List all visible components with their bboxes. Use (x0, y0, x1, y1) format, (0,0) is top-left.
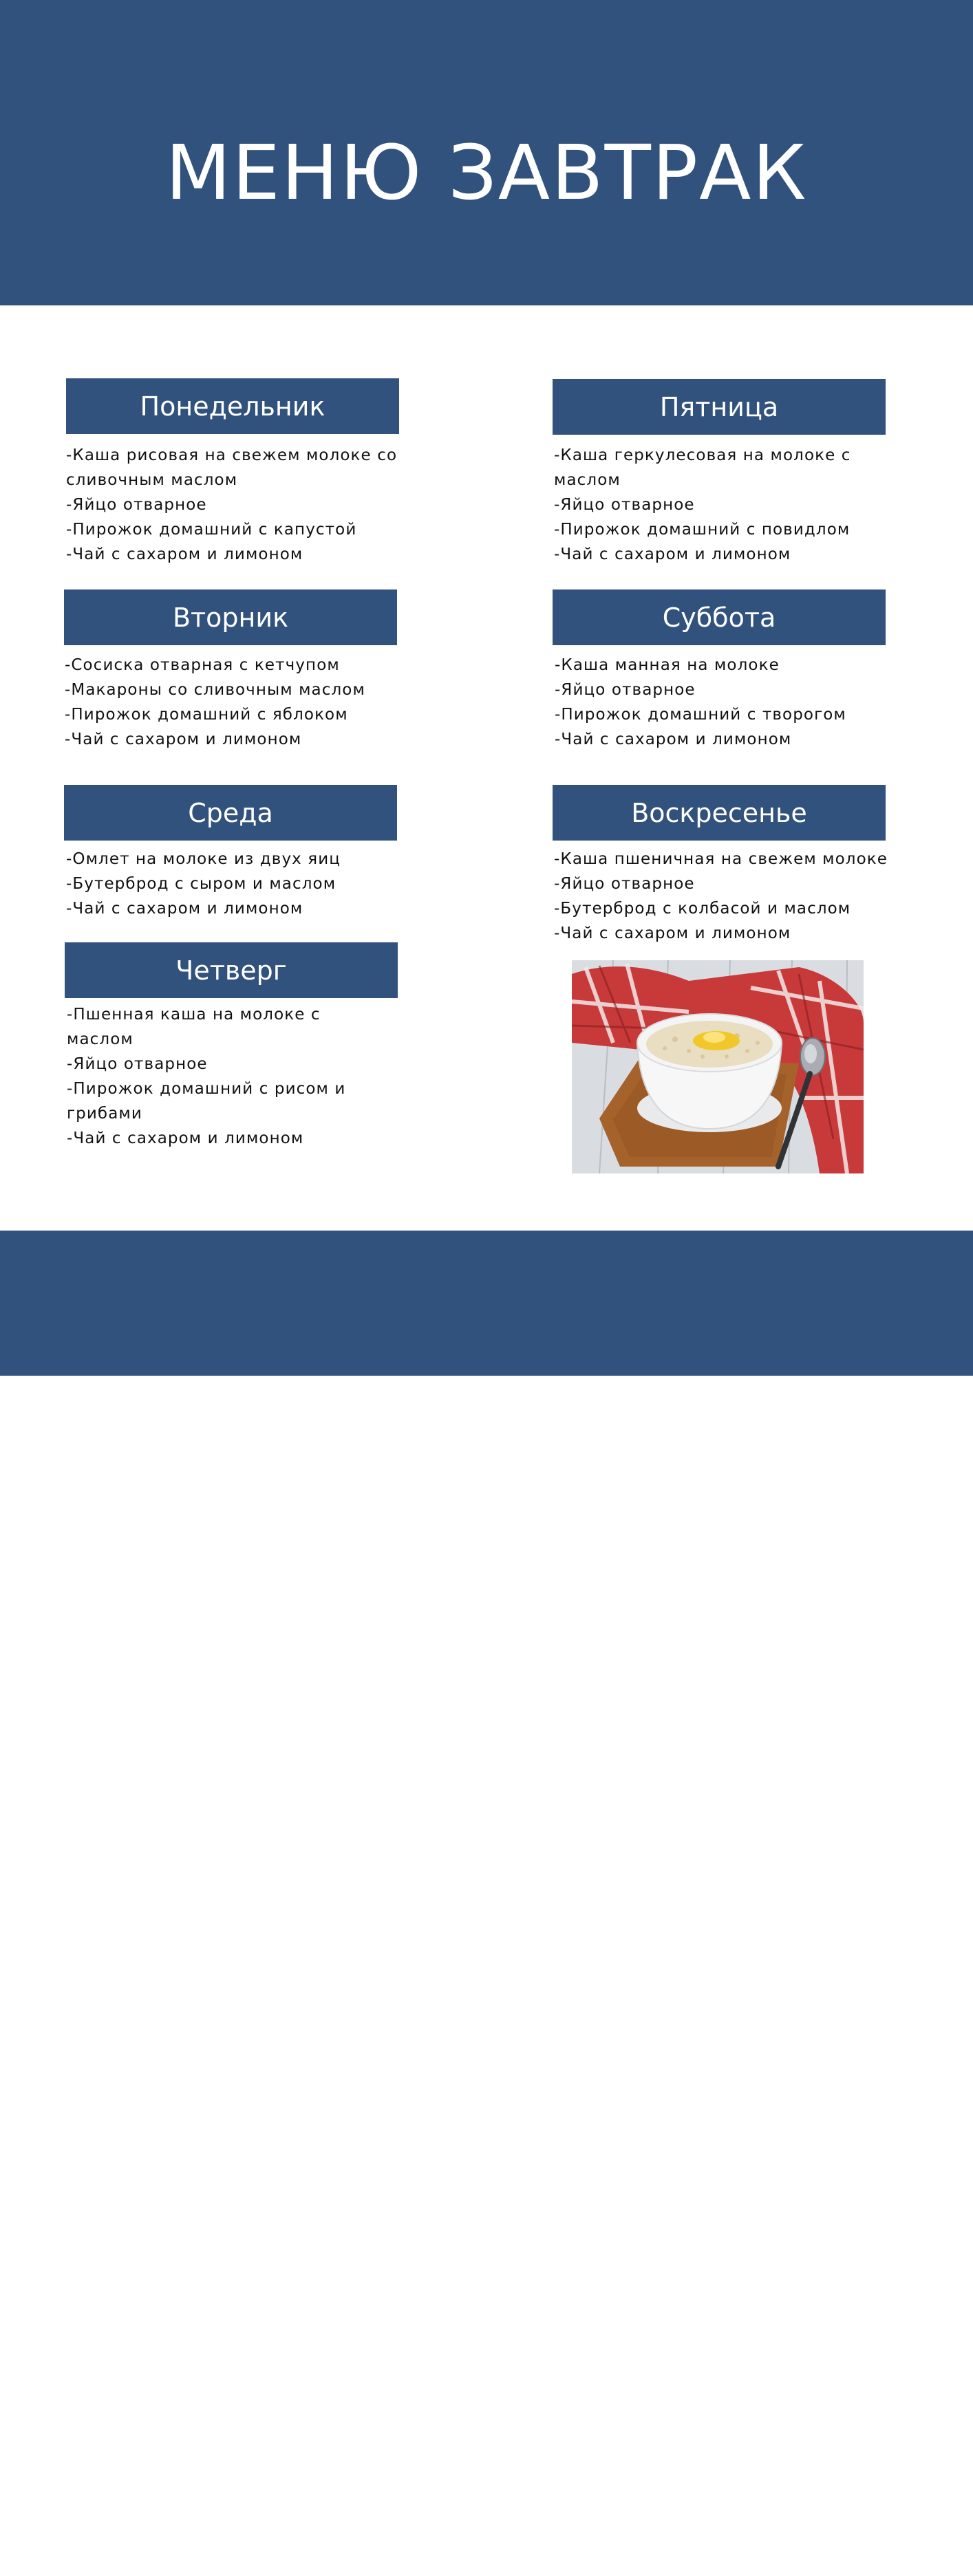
menu-item: -Бутерброд с сыром и маслом (66, 875, 336, 893)
menu-item: -Бутерброд с колбасой и маслом (554, 900, 851, 918)
menu-item: -Чай с сахаром и лимоном (555, 730, 792, 748)
menu-item: -Яйцо отварное (554, 875, 695, 893)
day-header-wednesday (64, 785, 397, 841)
menu-list-monday (66, 443, 410, 567)
menu-item: -Чай с сахаром и лимоном (65, 730, 302, 748)
menu-item: -Пирожок домашний с рисом и грибами (67, 1080, 346, 1123)
menu-item: -Пирожок домашний с капустой (66, 521, 357, 539)
day-title-saturday: Суббота (662, 602, 776, 633)
day-title-sunday: Воскресенье (631, 797, 807, 828)
day-header-friday (553, 379, 886, 435)
menu-item: -Каша рисовая на свежем молоке со сливочным маслом (66, 446, 398, 489)
menu-item: -Яйцо отварное (554, 496, 695, 514)
menu-list-sunday (554, 847, 960, 946)
day-title-friday: Пятница (659, 391, 779, 422)
day-title-monday: Понедельник (140, 391, 325, 422)
menu-item: -Каша манная на молоке (555, 656, 780, 674)
day-title-wednesday: Среда (188, 797, 273, 828)
menu-item: -Макароны со сливочным маслом (65, 681, 365, 699)
menu-item: -Каша геркулесовая на молоке с маслом (554, 446, 851, 489)
menu-item: -Чай с сахаром и лимоном (554, 924, 791, 942)
menu-item: -Пирожок домашний с яблоком (65, 706, 348, 724)
menu-item: -Яйцо отварное (66, 496, 207, 514)
menu-item: -Каша пшеничная на свежем молоке (554, 850, 888, 868)
menu-item: -Чай с сахаром и лимоном (66, 900, 303, 918)
menu-item: -Чай с сахаром и лимоном (67, 1129, 304, 1147)
day-header-tuesday (64, 589, 397, 645)
day-header-sunday (553, 785, 886, 841)
menu-item: -Пирожок домашний с творогом (555, 706, 846, 724)
menu-item: -Сосиска отварная с кетчупом (65, 656, 340, 674)
menu-item: -Омлет на молоке из двух яиц (66, 850, 341, 868)
day-header-saturday (553, 589, 886, 645)
day-title-thursday: Четверг (175, 955, 287, 986)
brand-name: Staff Hostel (303, 2509, 670, 2573)
menu-item: -Чай с сахаром и лимоном (554, 545, 791, 563)
header-band (0, 0, 973, 305)
menu-list-saturday (555, 653, 940, 752)
page-title: МЕНЮ ЗАВТРАК (165, 129, 808, 217)
day-header-monday (66, 378, 399, 434)
day-header-thursday (65, 942, 398, 998)
menu-item: -Пшенная каша на молоке с маслом (67, 1006, 321, 1048)
menu-list-friday (554, 443, 877, 567)
menu-item: -Яйцо отварное (555, 681, 696, 699)
menu-list-tuesday (65, 653, 423, 752)
menu-item: -Яйцо отварное (67, 1055, 208, 1073)
menu-item: -Чай с сахаром и лимоном (66, 545, 303, 563)
menu-list-thursday (67, 1002, 390, 1151)
porridge-photo (572, 960, 864, 1173)
menu-list-wednesday (66, 847, 424, 921)
day-title-tuesday: Вторник (172, 602, 289, 633)
menu-item: -Пирожок домашний с повидлом (554, 521, 851, 539)
